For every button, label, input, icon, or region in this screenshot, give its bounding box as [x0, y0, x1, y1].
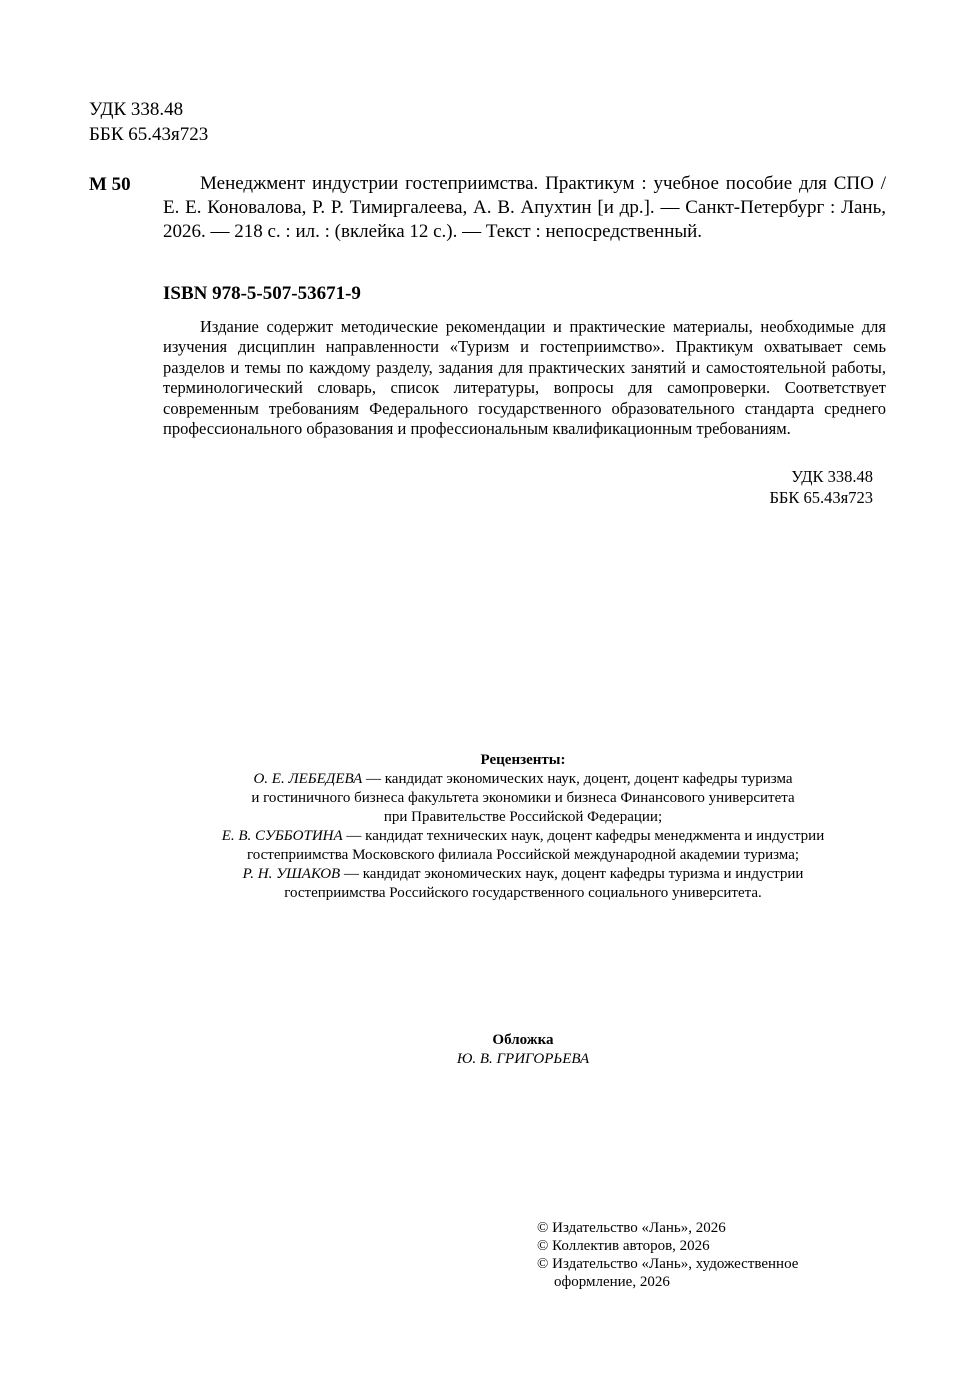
copyright-line-continuation: оформление, 2026 [554, 1274, 670, 1290]
isbn: ISBN 978-5-507-53671-9 [163, 283, 361, 304]
reviewer-line: — кандидат технических наук, доцент кафедры менеджмента и индустрии [342, 828, 825, 844]
top-classification-codes [89, 97, 208, 147]
bbk-code-bottom: ББК 65.43я723 [769, 488, 873, 507]
cover-designer: Ю. В. ГРИГОРЬЕВА [456, 1051, 590, 1067]
reviewer-entry [100, 827, 946, 865]
author-mark: М 50 [89, 174, 131, 195]
copyright-line: © Коллектив авторов, 2026 [537, 1238, 710, 1254]
reviewers-heading: Рецензенты: [480, 752, 566, 768]
reviewer-line: — кандидат экономических наук, доцент кафедры туризма и индустрии [340, 866, 804, 882]
copyright-block [537, 1219, 857, 1291]
reviewer-line: гостеприимства Московского филиала Российской международной академии туризма; [246, 847, 800, 863]
reviewer-name: Е. В. СУББОТИНА [221, 828, 343, 844]
bibliographic-citation [163, 172, 886, 244]
udk-code: УДК 338.48 [89, 99, 184, 120]
reviewer-line: и гостиничного бизнеса факультета экономики и бизнеса Финансового университета [251, 790, 795, 806]
reviewer-entry [100, 865, 946, 903]
bottom-classification-codes [600, 466, 873, 508]
copyright-line: © Издательство «Лань», 2026 [537, 1220, 726, 1236]
cover-credit [100, 1031, 946, 1069]
annotation [163, 317, 886, 439]
reviewer-line: при Правительстве Российской Федерации; [383, 809, 663, 825]
copyright-line: © Издательство «Лань», художественное [537, 1256, 799, 1272]
cover-heading: Обложка [492, 1032, 554, 1048]
citation-text: Менеджмент индустрии гостеприимства. Практикум : учебное пособие для СПО / Е. Е. Коновалова, Р. Р. Тимиргалеева, А. В. Апухтин [и др.]. — Санкт-Петербург : Лань, 2026. — 218 с. : ил. : (вклейка 12 с.). — Текст : непосредственный. [163, 173, 886, 242]
reviewer-line: гостеприимства Российского государственного социального университета. [284, 885, 762, 901]
reviewer-name: Р. Н. УШАКОВ [242, 866, 341, 882]
bbk-code: ББК 65.43я723 [89, 124, 209, 145]
reviewer-name: О. Е. ЛЕБЕДЕВА [253, 771, 363, 787]
reviewer-line: — кандидат экономических наук, доцент, доцент кафедры туризма [362, 771, 793, 787]
annotation-text: Издание содержит методические рекомендации и практические материалы, необходимые для изучения дисциплин направленности «Туризм и гостеприимство». Практикум охватывает семь разделов и темы по каждому разделу, задания для практических занятий и самостоятельной работы, терминологический словарь, список литературы, вопросы для самопроверки. Соответствует современным требованиям Федерального государственного образовательного стандарта среднего профессионального образования и профессиональным квалификационным требованиям. [163, 317, 886, 439]
reviewers-block [100, 751, 946, 903]
reviewer-entry [100, 770, 946, 827]
udk-code-bottom: УДК 338.48 [791, 467, 873, 486]
